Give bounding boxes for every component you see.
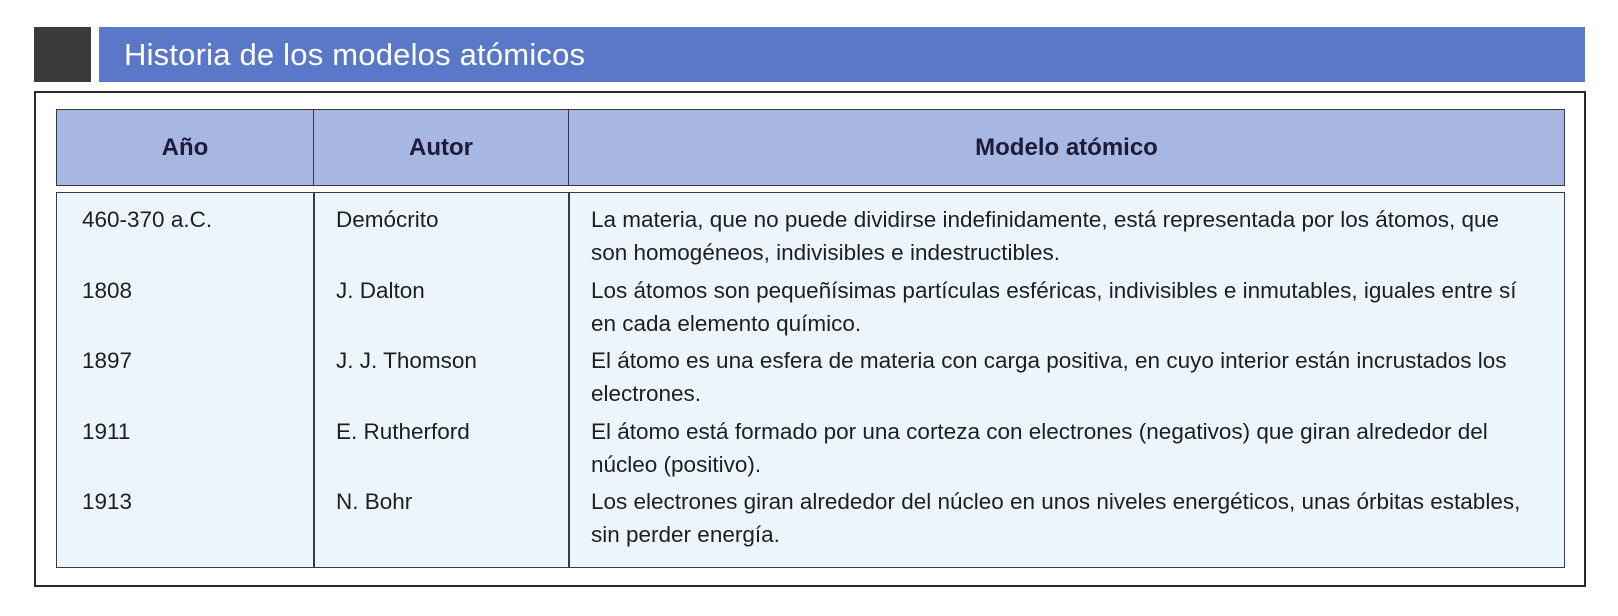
cell-year: 1897 — [82, 348, 133, 373]
cell-model: Los electrones giran alrededor del núcleo en unos niveles energéticos, unas órbitas estables, sin perder energía. — [591, 489, 1521, 547]
cell-model: El átomo está formado por una corteza con electrones (negativos) que giran alrededor del núcleo (positivo). — [591, 418, 1488, 477]
cell-year: 1913 — [82, 489, 133, 514]
cell-year: 1808 — [82, 277, 133, 303]
cell-author: Demócrito — [336, 207, 439, 232]
table-body — [56, 192, 1565, 568]
cell-year: 1911 — [82, 418, 131, 444]
page-title: Historia de los modelos atómicos — [124, 36, 586, 72]
header-year: Año — [57, 110, 314, 185]
table-row — [57, 415, 1564, 486]
header-author: Autor — [314, 110, 569, 185]
header-model: Modelo atómico — [975, 133, 1158, 161]
table-row — [57, 274, 1564, 345]
cell-author: N. Bohr — [336, 489, 413, 514]
cell-author: J. Dalton — [336, 277, 425, 303]
table-header — [56, 109, 1565, 186]
table-row — [57, 203, 1564, 274]
title-bar — [99, 27, 1585, 82]
cell-model: El átomo es una esfera de materia con carga positiva, en cuyo interior están incrustados los electrones. — [591, 348, 1507, 406]
table-row — [57, 485, 1564, 556]
cell-year: 460-370 a.C. — [82, 207, 213, 232]
cell-model: La materia, que no puede dividirse indefinidamente, está representada por los átomos, que son homogéneos, indivisibles e indestructibles. — [591, 207, 1500, 265]
table-row — [57, 344, 1564, 415]
cell-author: J. J. Thomson — [336, 348, 477, 373]
title-marker — [34, 27, 91, 82]
cell-model: Los átomos son pequeñísimas partículas esféricas, indivisibles e inmutables, iguales entre sí en cada elemento químico. — [591, 277, 1517, 336]
cell-author: E. Rutherford — [336, 418, 470, 444]
